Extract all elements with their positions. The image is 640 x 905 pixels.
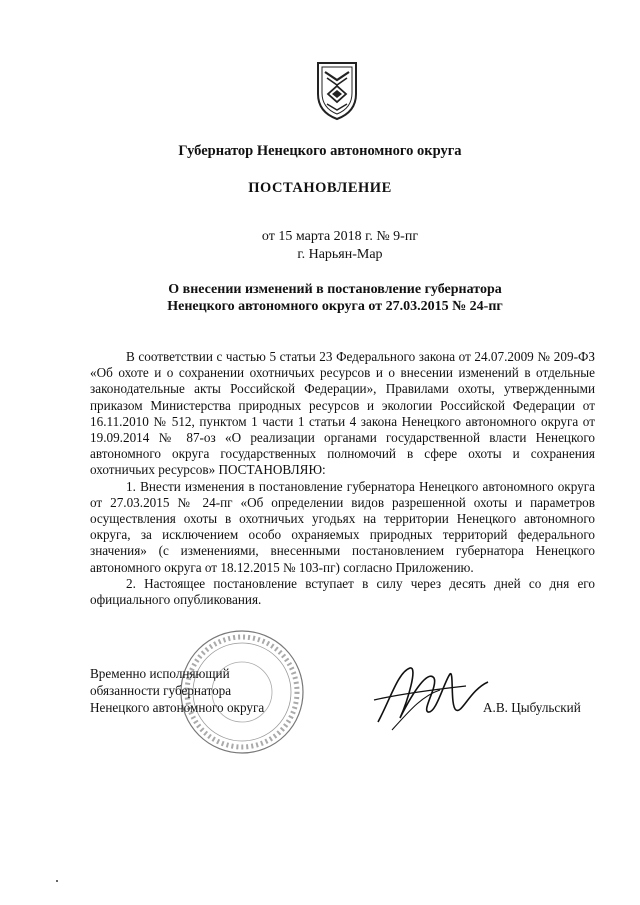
issuing-authority: Губернатор Ненецкого автономного округа [178, 143, 462, 159]
signatory-position [90, 665, 264, 716]
document-city: г. Нарьян-Мар [297, 247, 383, 262]
signatory-position-line: Временно исполняющий [90, 666, 230, 681]
coat-of-arms-icon [315, 60, 359, 122]
document-type: ПОСТАНОВЛЕНИЕ [248, 180, 392, 196]
document-title-line: О внесении изменений в постановление губернатора [168, 282, 502, 297]
handwritten-signature [370, 660, 495, 735]
scan-speck [56, 880, 58, 882]
body-paragraph: 1. Внести изменения в постановление губернатора Ненецкого автономного округа от 27.03.2015 № 24-пг «Об определении видов разрешенной охоты и параметров осуществления охоты в охотничьих угодьях на территории Ненецкого автономного округа, за исключением особо охраняемых природных территорий федерального значения» (с изменениями, внесенными постановлением губернатора Ненецкого автономного округа от 18.12.2015 № 103-пг) согласно Приложению. [90, 478, 595, 575]
document-title-line: Ненецкого автономного округа от 27.03.2015 № 24-пг [167, 299, 503, 314]
signatory-name: А.В. Цыбульский [483, 700, 581, 715]
document-title [15, 281, 640, 315]
document-date-number: от 15 марта 2018 г. № 9-пг [261, 229, 419, 244]
body-paragraph: 2. Настоящее постановление вступает в силу через десять дней со дня его официального опубликования. [90, 575, 595, 608]
body-paragraph: В соответствии с частью 5 статьи 23 Федерального закона от 24.07.2009 № 209-ФЗ «Об охоте и о сохранении охотничьих ресурсов и о внесении изменений в отдельные законодательные акты Российской Федерации», Правилами охоты, утвержденными приказом Министерства природных ресурсов и экологии Российской Федерации от 16.11.2010 № 512, пунктом 1 части 1 статьи 4 закона Ненецкого автономного округа от 19.09.2014 № 87-оз «О реализации органами государственной власти Ненецкого автономного округа государственных полномочий в сфере охоты и сохранения охотничьих ресурсов» ПОСТАНОВЛЯЮ: [90, 349, 595, 478]
signatory-position-line: Ненецкого автономного округа [90, 700, 265, 715]
signatory-position-line: обязанности губернатора [90, 683, 232, 698]
document-body [90, 349, 595, 608]
